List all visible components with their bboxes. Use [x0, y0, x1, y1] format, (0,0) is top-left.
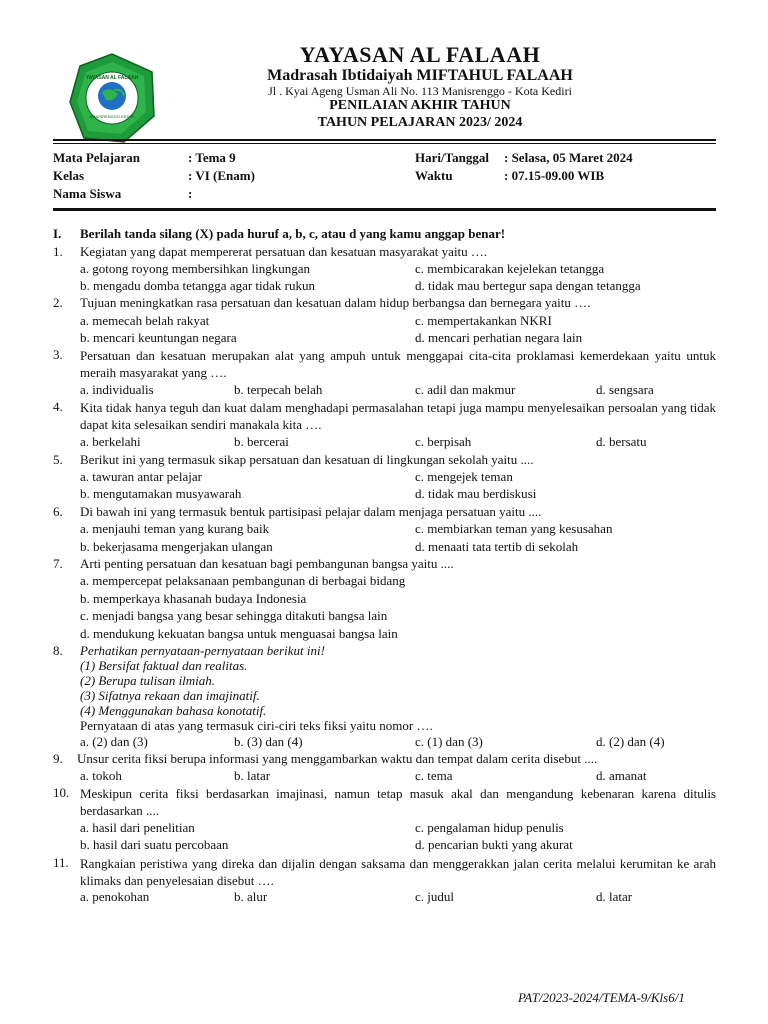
question-text: Kita tidak hanya teguh dan kuat dalam menghadapi permasalahan tetapi juga mampu menyelesaikan persoalan yang tidak dapat kita selesaikan sendiri manakala kita …. [80, 400, 716, 432]
option-c: c. tema [415, 768, 453, 783]
option-b: b. mencari keuntungan negara [80, 330, 237, 345]
option-a: a. menjauhi teman yang kurang baik [80, 521, 270, 536]
question-number: 7. [53, 556, 63, 571]
option-c: c. mempertakankan NKRI [415, 313, 552, 328]
statement-4: (4) Menggunakan bahasa konotatif. [80, 703, 267, 718]
option-b: b. bekerjasama mengerjakan ulangan [80, 539, 273, 554]
option-b: b. memperkaya khasanah budaya Indonesia [80, 591, 307, 606]
nama-value: : [188, 186, 193, 201]
page-footer-code: PAT/2023-2024/TEMA-9/Kls6/1 [518, 990, 685, 1005]
option-b: b. latar [234, 768, 271, 783]
option-b: b. bercerai [234, 434, 289, 449]
option-a: a. penokohan [80, 889, 150, 904]
statement-1: (1) Bersifat faktual dan realitas. [80, 658, 248, 673]
option-d: d. tidak mau berdiskusi [415, 486, 537, 501]
option-c: c. berpisah [415, 434, 472, 449]
madrasah-name: Madrasah Ibtidaiyah MIFTAHUL FALAAH [267, 67, 573, 84]
question-number: 10. [53, 785, 70, 800]
option-a: a. (2) dan (3) [80, 734, 148, 749]
question-text: Arti penting persatuan dan kesatuan bagi pembangunan bangsa yaitu .... [80, 556, 454, 571]
mapel-value: : Tema 9 [188, 150, 236, 165]
option-b: b. (3) dan (4) [234, 734, 303, 749]
question-text: Persatuan dan kesatuan merupakan alat yang ampuh untuk menggapai cita-cita proklamasi kemerdekaan yaitu untuk meraih masyarakat yang …. [80, 348, 716, 380]
school-address: Jl . Kyai Ageng Usman Ali No. 113 Manisrenggo - Kota Kediri [268, 84, 572, 98]
question-number: 4. [53, 399, 63, 414]
question-text: Di bawah ini yang termasuk bentuk partisipasi pelajar dalam menjaga persatuan yaitu .... [80, 504, 542, 519]
option-d: d. menaati tata tertib di sekolah [415, 539, 579, 554]
option-a: a. individualis [80, 382, 154, 397]
question-number: 11. [53, 855, 69, 870]
question-text: Kegiatan yang dapat mempererat persatuan dan kesatuan masyarakat yaitu …. [80, 244, 488, 259]
option-d: d. mendukung kekuatan bangsa untuk menguasai bangsa lain [80, 626, 398, 641]
question-number: 6. [53, 504, 63, 519]
logo-text-bottom: MANISRENGGO KEDIRI [89, 114, 135, 119]
question-number: 3. [53, 347, 63, 362]
question-number: 9. [53, 751, 63, 766]
option-d: d. (2) dan (4) [596, 734, 665, 749]
option-c: c. menjadi bangsa yang besar sehingga ditakuti bangsa lain [80, 608, 388, 623]
option-a: a. memecah belah rakyat [80, 313, 210, 328]
kelas-label: Kelas [53, 168, 85, 183]
header-divider-top [53, 139, 716, 141]
question-prompt: Pernyataan di atas yang termasuk ciri-ciri teks fiksi yaitu nomor …. [80, 718, 433, 733]
option-c: c. mengejek teman [415, 469, 513, 484]
option-c: c. judul [415, 889, 454, 904]
option-c: c. membicarakan kejelekan tetangga [415, 261, 605, 276]
option-d: d. tidak mau bertegur sapa dengan tetangga [415, 278, 641, 293]
question-number: 8. [53, 643, 63, 658]
option-d: d. mencari perhatian negara lain [415, 330, 583, 345]
option-d: d. sengsara [596, 382, 654, 397]
option-b: b. alur [234, 889, 268, 904]
section-instruction: Berilah tanda silang (X) pada huruf a, b, c, atau d yang kamu anggap benar! [80, 226, 506, 241]
yayasan-title: YAYASAN AL FALAAH [299, 42, 541, 67]
question-text: Berikut ini yang termasuk sikap persatuan dan kesatuan di lingkungan sekolah yaitu .... [80, 452, 534, 467]
header-divider-thin [53, 143, 716, 144]
hari-label: Hari/Tanggal [415, 150, 489, 165]
academic-year: TAHUN PELAJARAN 2023/ 2024 [317, 115, 523, 130]
option-a: a. mempercepat pelaksanaan pembangunan di berbagai bidang [80, 573, 406, 588]
question-text: Meskipun cerita fiksi berdasarkan imajinasi, namun tetap masuk akal dan mengandung kebenaran karena ditulis berdasarkan .... [80, 786, 716, 818]
option-b: b. mengadu domba tetangga agar tidak rukun [80, 278, 316, 293]
exam-title: PENILAIAN AKHIR TAHUN [329, 98, 511, 113]
option-c: c. (1) dan (3) [415, 734, 483, 749]
kelas-value: : VI (Enam) [188, 168, 255, 183]
option-a: a. berkelahi [80, 434, 141, 449]
hari-value: : Selasa, 05 Maret 2024 [504, 150, 633, 165]
option-d: d. pencarian bukti yang akurat [415, 837, 573, 852]
waktu-label: Waktu [415, 168, 453, 183]
logo-text-top: YAYASAN AL FALAAH [85, 75, 139, 81]
nama-label: Nama Siswa [53, 186, 122, 201]
question-text: Tujuan meningkatkan rasa persatuan dan kesatuan dalam hidup berbangsa dan bernegara yaitu …. [80, 295, 591, 310]
option-d: d. amanat [596, 768, 647, 783]
option-b: b. terpecah belah [234, 382, 323, 397]
option-c: c. pengalaman hidup penulis [415, 820, 564, 835]
option-a: a. tawuran antar pelajar [80, 469, 202, 484]
section-number: I. [53, 226, 62, 241]
statement-2: (2) Berupa tulisan ilmiah. [80, 673, 216, 688]
question-text: Unsur cerita fiksi berupa informasi yang menggambarkan waktu dan tempat dalam cerita disebut .... [77, 751, 598, 766]
option-c: c. membiarkan teman yang kesusahan [415, 521, 613, 536]
option-c: c. adil dan makmur [415, 382, 516, 397]
question-text: Perhatikan pernyataan-pernyataan berikut ini! [80, 643, 325, 658]
option-a: a. hasil dari penelitian [80, 820, 195, 835]
question-text: Rangkaian peristiwa yang direka dan dijalin dengan saksama dan menggerakkan jalan cerita melalui kerumitan ke arah klimaks dan penyelesaian disebut …. [80, 856, 716, 888]
school-logo [66, 52, 158, 144]
option-a: a. gotong royong membersihkan lingkungan [80, 261, 310, 276]
waktu-value: : 07.15-09.00 WIB [504, 168, 605, 183]
option-d: d. bersatu [596, 434, 647, 449]
question-number: 1. [53, 244, 63, 259]
option-b: b. mengutamakan musyawarah [80, 486, 242, 501]
question-number: 2. [53, 295, 63, 310]
statement-3: (3) Sifatnya rekaan dan imajinatif. [80, 688, 260, 703]
mapel-label: Mata Pelajaran [53, 150, 141, 165]
info-divider [53, 208, 716, 211]
option-b: b. hasil dari suatu percobaan [80, 837, 229, 852]
option-a: a. tokoh [80, 768, 122, 783]
option-d: d. latar [596, 889, 633, 904]
question-number: 5. [53, 452, 63, 467]
